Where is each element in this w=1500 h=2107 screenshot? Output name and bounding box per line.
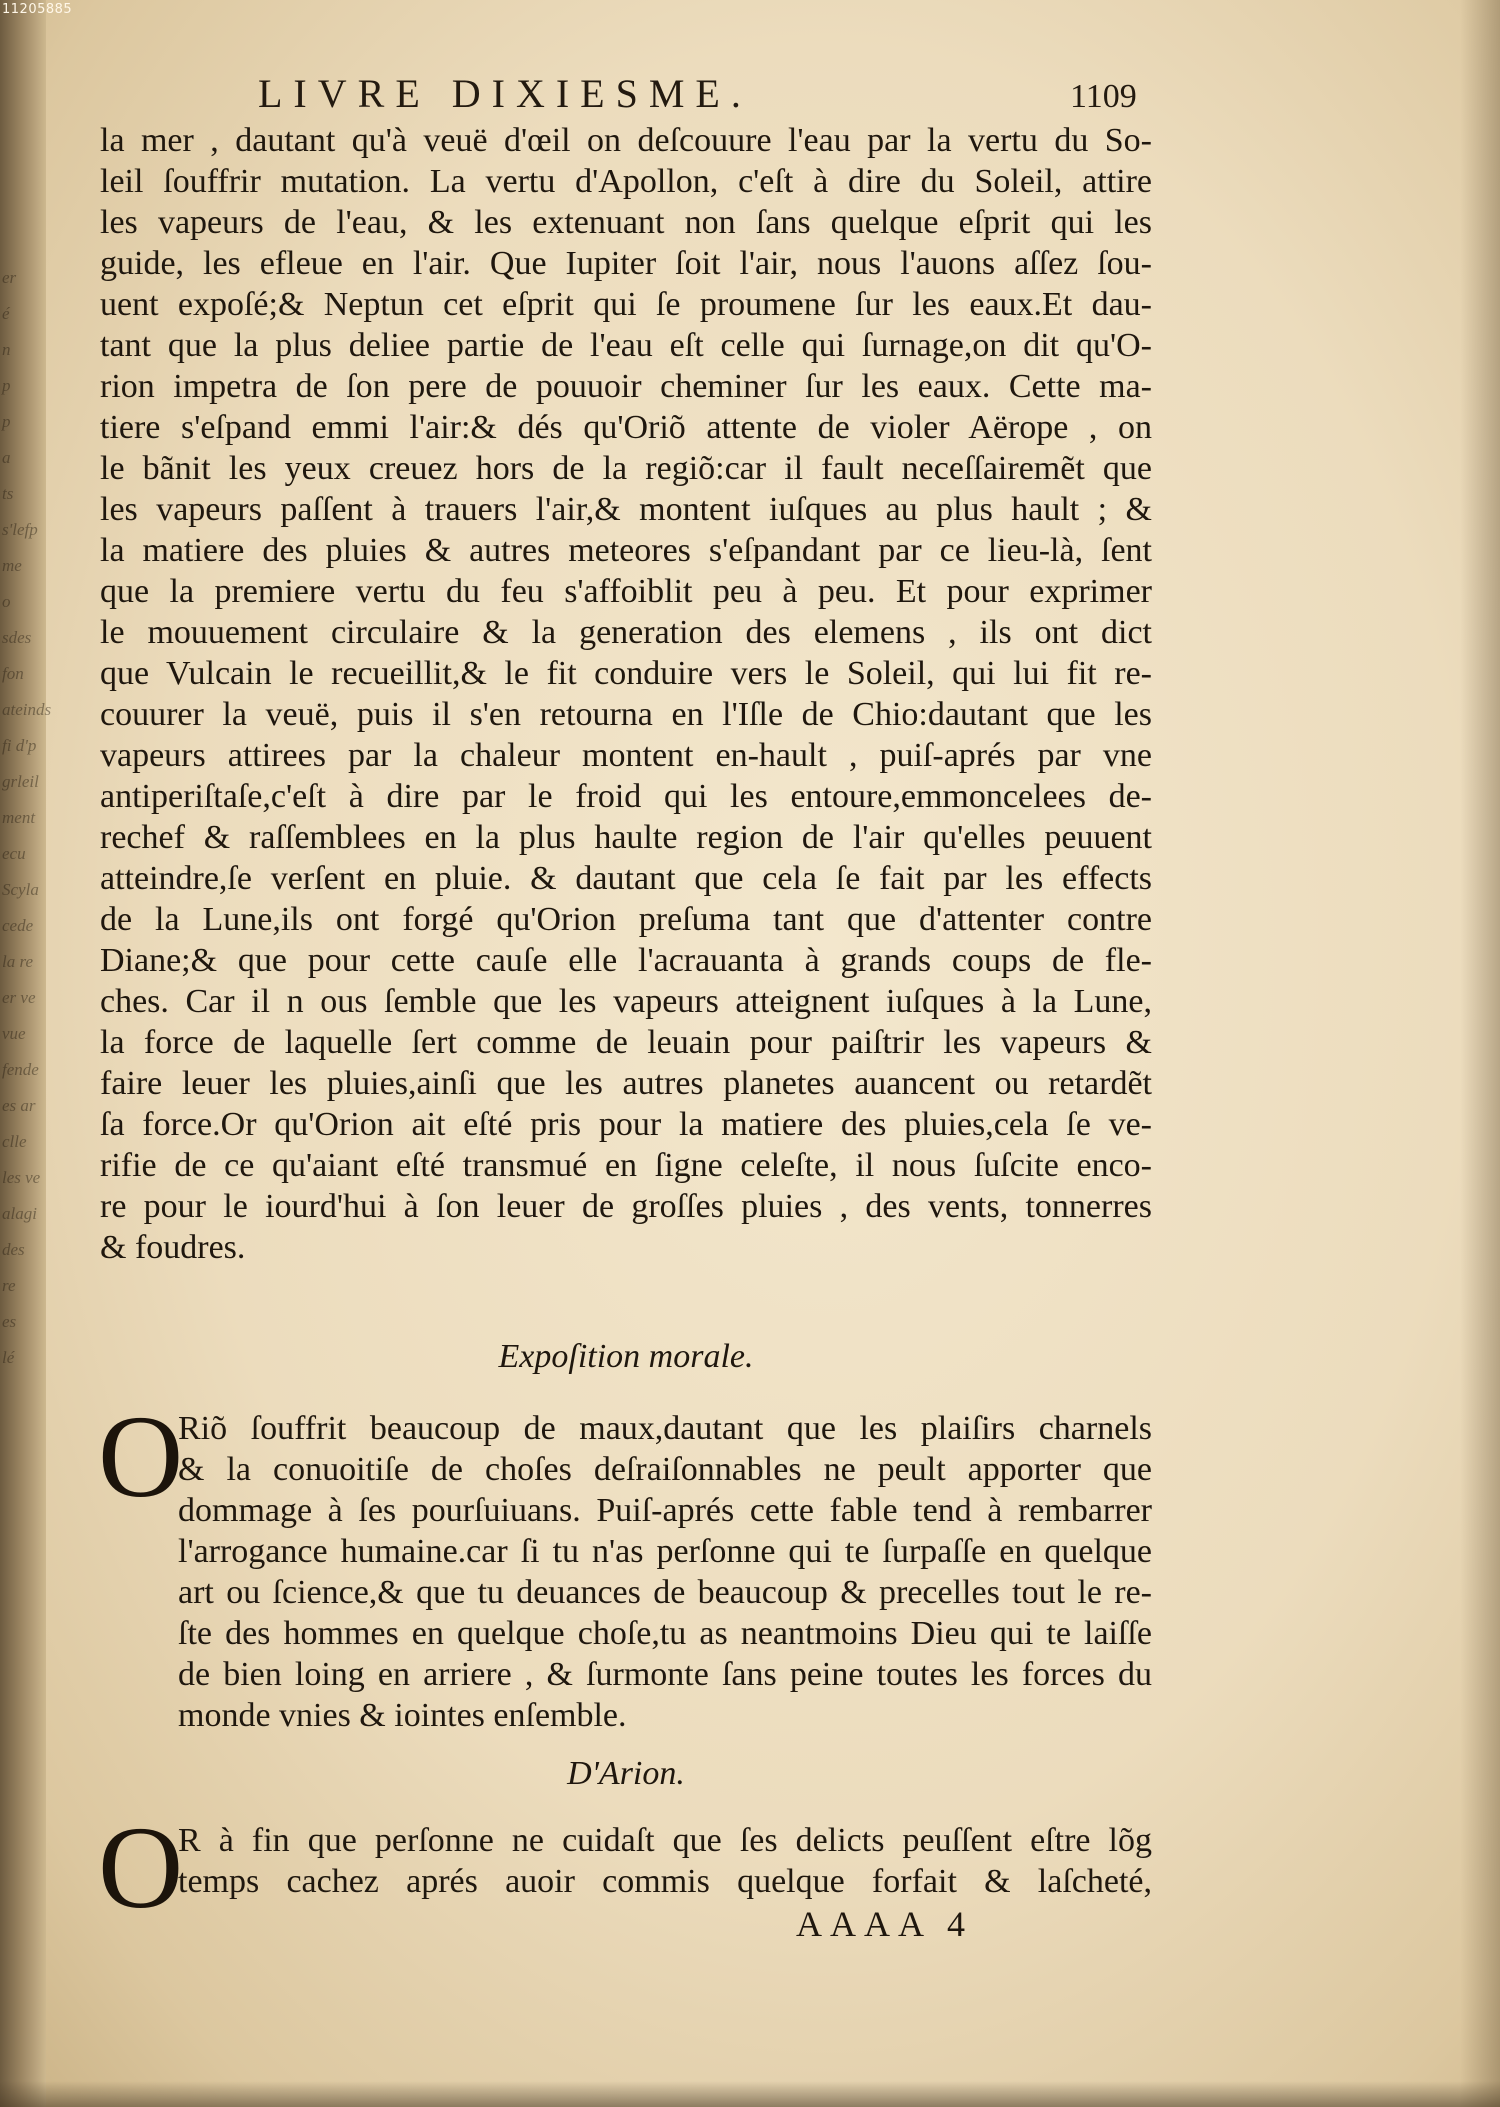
bleed-fragment: ateinds: [2, 700, 52, 719]
text-line: ſa force.Or qu'Orion ait eſté pris pour la matiere des pluies,cela ſe ve-: [100, 1106, 1152, 1143]
text-line: antiperiſtaſe,c'eſt à dire par le froid qui les entoure,emmoncelees de-: [100, 778, 1152, 815]
text-line: atteindre,ſe verſent en pluie. & dautant que cela ſe fait par les effects: [100, 860, 1152, 897]
text-line: la mer , dautant qu'à veuë d'œil on deſcouure l'eau par la vertu du So-: [100, 122, 1152, 159]
bleed-fragment: vue: [2, 1024, 26, 1043]
bleed-fragment: les ve: [2, 1168, 41, 1187]
text-line: le bãnit les yeux creuez hors de la regiõ:car il fault neceſſairemẽt que: [100, 450, 1152, 487]
text-line: la force de laquelle ſert comme de leuain pour paiſtrir les vapeurs &: [100, 1024, 1152, 1061]
text-line: rifie de ce qu'aiant eſté transmué en ſigne celeſte, il nous ſuſcite enco-: [100, 1147, 1152, 1184]
bleed-fragment: alagi: [2, 1204, 37, 1223]
text-line: ſte des hommes en quelque choſe,tu as neantmoins Dieu qui te laiſſe: [178, 1615, 1152, 1652]
bleed-fragment: es: [2, 1312, 17, 1331]
text-line: le mouuement circulaire & la generation des elemens , ils ont dict: [100, 614, 1152, 651]
bleed-fragment: fon: [2, 664, 24, 683]
text-line: dommage à ſes pourſuiuans. Puiſ-aprés cette fable tend à rembarrer: [178, 1492, 1152, 1529]
text-line: les vapeurs de l'eau, & les extenuant non ſans quelque eſprit qui les: [100, 204, 1152, 241]
text-line: guide, les efleue en l'air. Que Iupiter ſoit l'air, nous l'auons aſſez ſou-: [100, 245, 1152, 282]
text-line: couurer la veuë, puis il s'en retourna en l'Iſle de Chio:dautant que les: [100, 696, 1152, 733]
bleed-fragment: ment: [2, 808, 36, 827]
running-head: LIVRE DIXIESME.: [258, 71, 752, 116]
bleed-fragment: sdes: [2, 628, 32, 647]
text-line: que Vulcain le recueillit,& le fit conduire vers le Soleil, qui lui fit re-: [100, 655, 1152, 692]
page-bottom-shadow: [0, 2081, 1500, 2107]
bleed-fragment: s'lefp: [2, 520, 38, 539]
text-line: vapeurs attirees par la chaleur montent en-hault , puiſ-aprés par vne: [100, 737, 1152, 774]
bleed-fragment: er ve: [2, 988, 36, 1007]
bleed-fragment: re: [2, 1276, 16, 1295]
drop-cap-arion: O: [98, 1802, 184, 1933]
text-line: temps cachez aprés auoir commis quelque forfait & laſcheté,: [178, 1863, 1152, 1900]
text-line: de la Lune,ils ont forgé qu'Orion preſuma tant que d'attenter contre: [100, 901, 1152, 938]
text-line: uent expoſé;& Neptun cet eſprit qui ſe proumene ſur les eaux.Et dau-: [100, 286, 1152, 323]
text-line: re pour le iourd'hui à ſon leuer de groſſes pluies , des vents, tonnerres: [100, 1188, 1152, 1225]
text-line: Riõ ſouffrit beaucoup de maux,dautant que les plaiſirs charnels: [178, 1410, 1152, 1447]
catalog-number: 11205885: [2, 2, 73, 17]
drop-cap-morale: O: [98, 1391, 184, 1522]
text-line: la matiere des pluies & autres meteores s'eſpandant par ce lieu-là, ſent: [100, 532, 1152, 569]
text-line: Diane;& que pour cette cauſe elle l'acrauanta à grands coups de fle-: [100, 942, 1152, 979]
bleed-fragment: es ar: [2, 1096, 36, 1115]
bleed-fragment: a: [2, 448, 11, 467]
text-line: ches. Car il n ous ſemble que les vapeurs atteignent iuſques à la Lune,: [100, 983, 1152, 1020]
signature-mark: AAAA 4: [796, 1904, 974, 1944]
bleed-fragment: fende: [2, 1060, 39, 1079]
bleed-fragment: fi d'p: [2, 736, 37, 755]
bleed-fragment: p: [2, 376, 11, 395]
text-line: que la premiere vertu du feu s'affoiblit peu à peu. Et pour exprimer: [100, 573, 1152, 610]
text-line: tant que la plus deliee partie de l'eau eſt celle qui ſurnage,on dit qu'O-: [100, 327, 1152, 364]
bleed-fragment: cede: [2, 916, 34, 935]
bleed-fragment: o: [2, 592, 11, 611]
bleed-fragment: des: [2, 1240, 25, 1259]
bleed-fragment: grleil: [2, 772, 39, 791]
bleed-fragment: la re: [2, 952, 34, 971]
text-line: & la conuoitiſe de choſes deſraiſonnables ne peult apporter que: [178, 1451, 1152, 1488]
text-line: R à fin que perſonne ne cuidaſt que ſes delicts peuſſent eſtre lõg: [178, 1822, 1152, 1859]
text-line: de bien loing en arriere , & ſurmonte ſans peine toutes les forces du: [178, 1656, 1152, 1693]
text-line: art ou ſcience,& que tu deuances de beaucoup & precelles tout le re-: [178, 1574, 1152, 1611]
arion-paragraph: [100, 1820, 1152, 1902]
section-heading-arion: D'Arion.: [567, 1755, 685, 1792]
bleed-fragment: me: [2, 556, 22, 575]
bleed-fragment: Scyla: [2, 880, 39, 899]
bleed-fragment: é: [2, 304, 10, 323]
text-line: rion impetra de ſon pere de pouuoir cheminer ſur les eaux. Cette ma-: [100, 368, 1152, 405]
text-line: monde vnies & iointes enſemble.: [178, 1697, 627, 1734]
page-edge-shadow: [1460, 0, 1500, 2107]
bleed-fragment: clle: [2, 1132, 27, 1151]
bleed-fragment: ts: [2, 484, 14, 503]
bleed-fragment: er: [2, 268, 17, 287]
bleed-fragment: n: [2, 340, 11, 359]
text-line: faire leuer les pluies,ainſi que les autres planetes auancent ou retardẽt: [100, 1065, 1152, 1102]
main-paragraph: [100, 120, 1152, 1268]
text-line: tiere s'eſpand emmi l'air:& dés qu'Oriõ attente de violer Aërope , on: [100, 409, 1152, 446]
page-number: 1109: [1070, 78, 1137, 115]
text-line: les vapeurs paſſent à trauers l'air,& montent iuſques au plus hault ; &: [100, 491, 1152, 528]
text-line: leil ſouffrir mutation. La vertu d'Apollon, c'eſt à dire du Soleil, attire: [100, 163, 1152, 200]
bleed-fragment: p: [2, 412, 11, 431]
bleed-fragment: lé: [2, 1348, 15, 1367]
facing-page-bleed: [2, 260, 52, 1376]
text-line: rechef & raſſemblees en la plus haulte region de l'air qu'elles peuuent: [100, 819, 1152, 856]
bleed-fragment: ecu: [2, 844, 26, 863]
morale-paragraph: [98, 1391, 1152, 1736]
text-line: & foudres.: [100, 1229, 246, 1266]
section-heading-morale: Expoſition morale.: [498, 1338, 754, 1375]
text-line: l'arrogance humaine.car ſi tu n'as perſonne qui te ſurpaſſe en quelque: [178, 1533, 1152, 1570]
